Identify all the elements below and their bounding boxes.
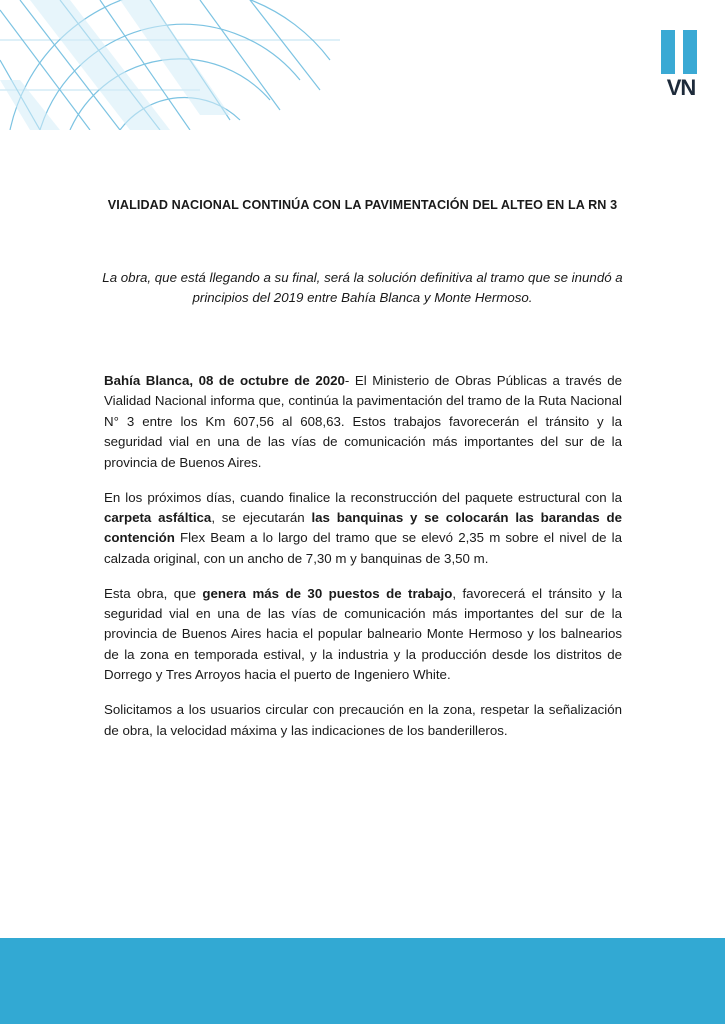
press-release-title: VIALIDAD NACIONAL CONTINÚA CON LA PAVIMENTACIÓN DEL ALTEO EN LA RN 3 <box>107 198 618 212</box>
logo-bar-right <box>683 30 697 74</box>
dateline: Bahía Blanca, 08 de octubre de 2020 <box>104 373 345 388</box>
footer-band <box>0 938 725 1024</box>
paragraph-1: Bahía Blanca, 08 de octubre de 2020- El Ministerio de Obras Públicas a través de Vialidad Nacional informa que, continúa la pavimentación del tramo de la Ruta Nacional N° 3 entre los Km 607,56 al 608,63. Estos trabajos favorecerán el tránsito y la seguridad vial en una de las vías de comunicación más importantes del sur de la provincia de Buenos Aires. <box>104 373 623 470</box>
vn-logo <box>659 30 701 100</box>
article-body <box>104 371 622 756</box>
logo-bar-left <box>661 30 675 74</box>
logo-text: VN <box>666 75 696 100</box>
paragraph-2: En los próximos días, cuando finalice la reconstrucción del paquete estructural con la carpeta asfáltica, se ejecutarán las banquinas y se colocarán las barandas de contención Flex Beam a lo largo del tramo que se elevó 2,35 m sobre el nivel de la calzada original, con un ancho de 7,30 m y banquinas de 3,50 m. <box>104 489 622 566</box>
lead-paragraph: La obra, que está llegando a su final, será la solución definitiva al tramo que se inundó a principios del 2019 entre Bahía Blanca y Monte Hermoso. <box>102 270 623 305</box>
decorative-header-graphic <box>0 0 340 130</box>
paragraph-3: Esta obra, que genera más de 30 puestos de trabajo, favorecerá el tránsito y la seguridad vial en una de las vías de comunicación más importantes del sur de la provincia de Buenos Aires hacia el popular balneario Monte Hermoso y los balnearios de la zona en temporada estival, y la industria y la producción desde los distritos de Dorrego y Tres Arroyos hacia el puerto de Ingeniero White. <box>104 585 622 683</box>
paragraph-4: Solicitamos a los usuarios circular con precaución en la zona, respetar la señalización de obra, la velocidad máxima y las indicaciones de los banderilleros. <box>104 702 622 738</box>
